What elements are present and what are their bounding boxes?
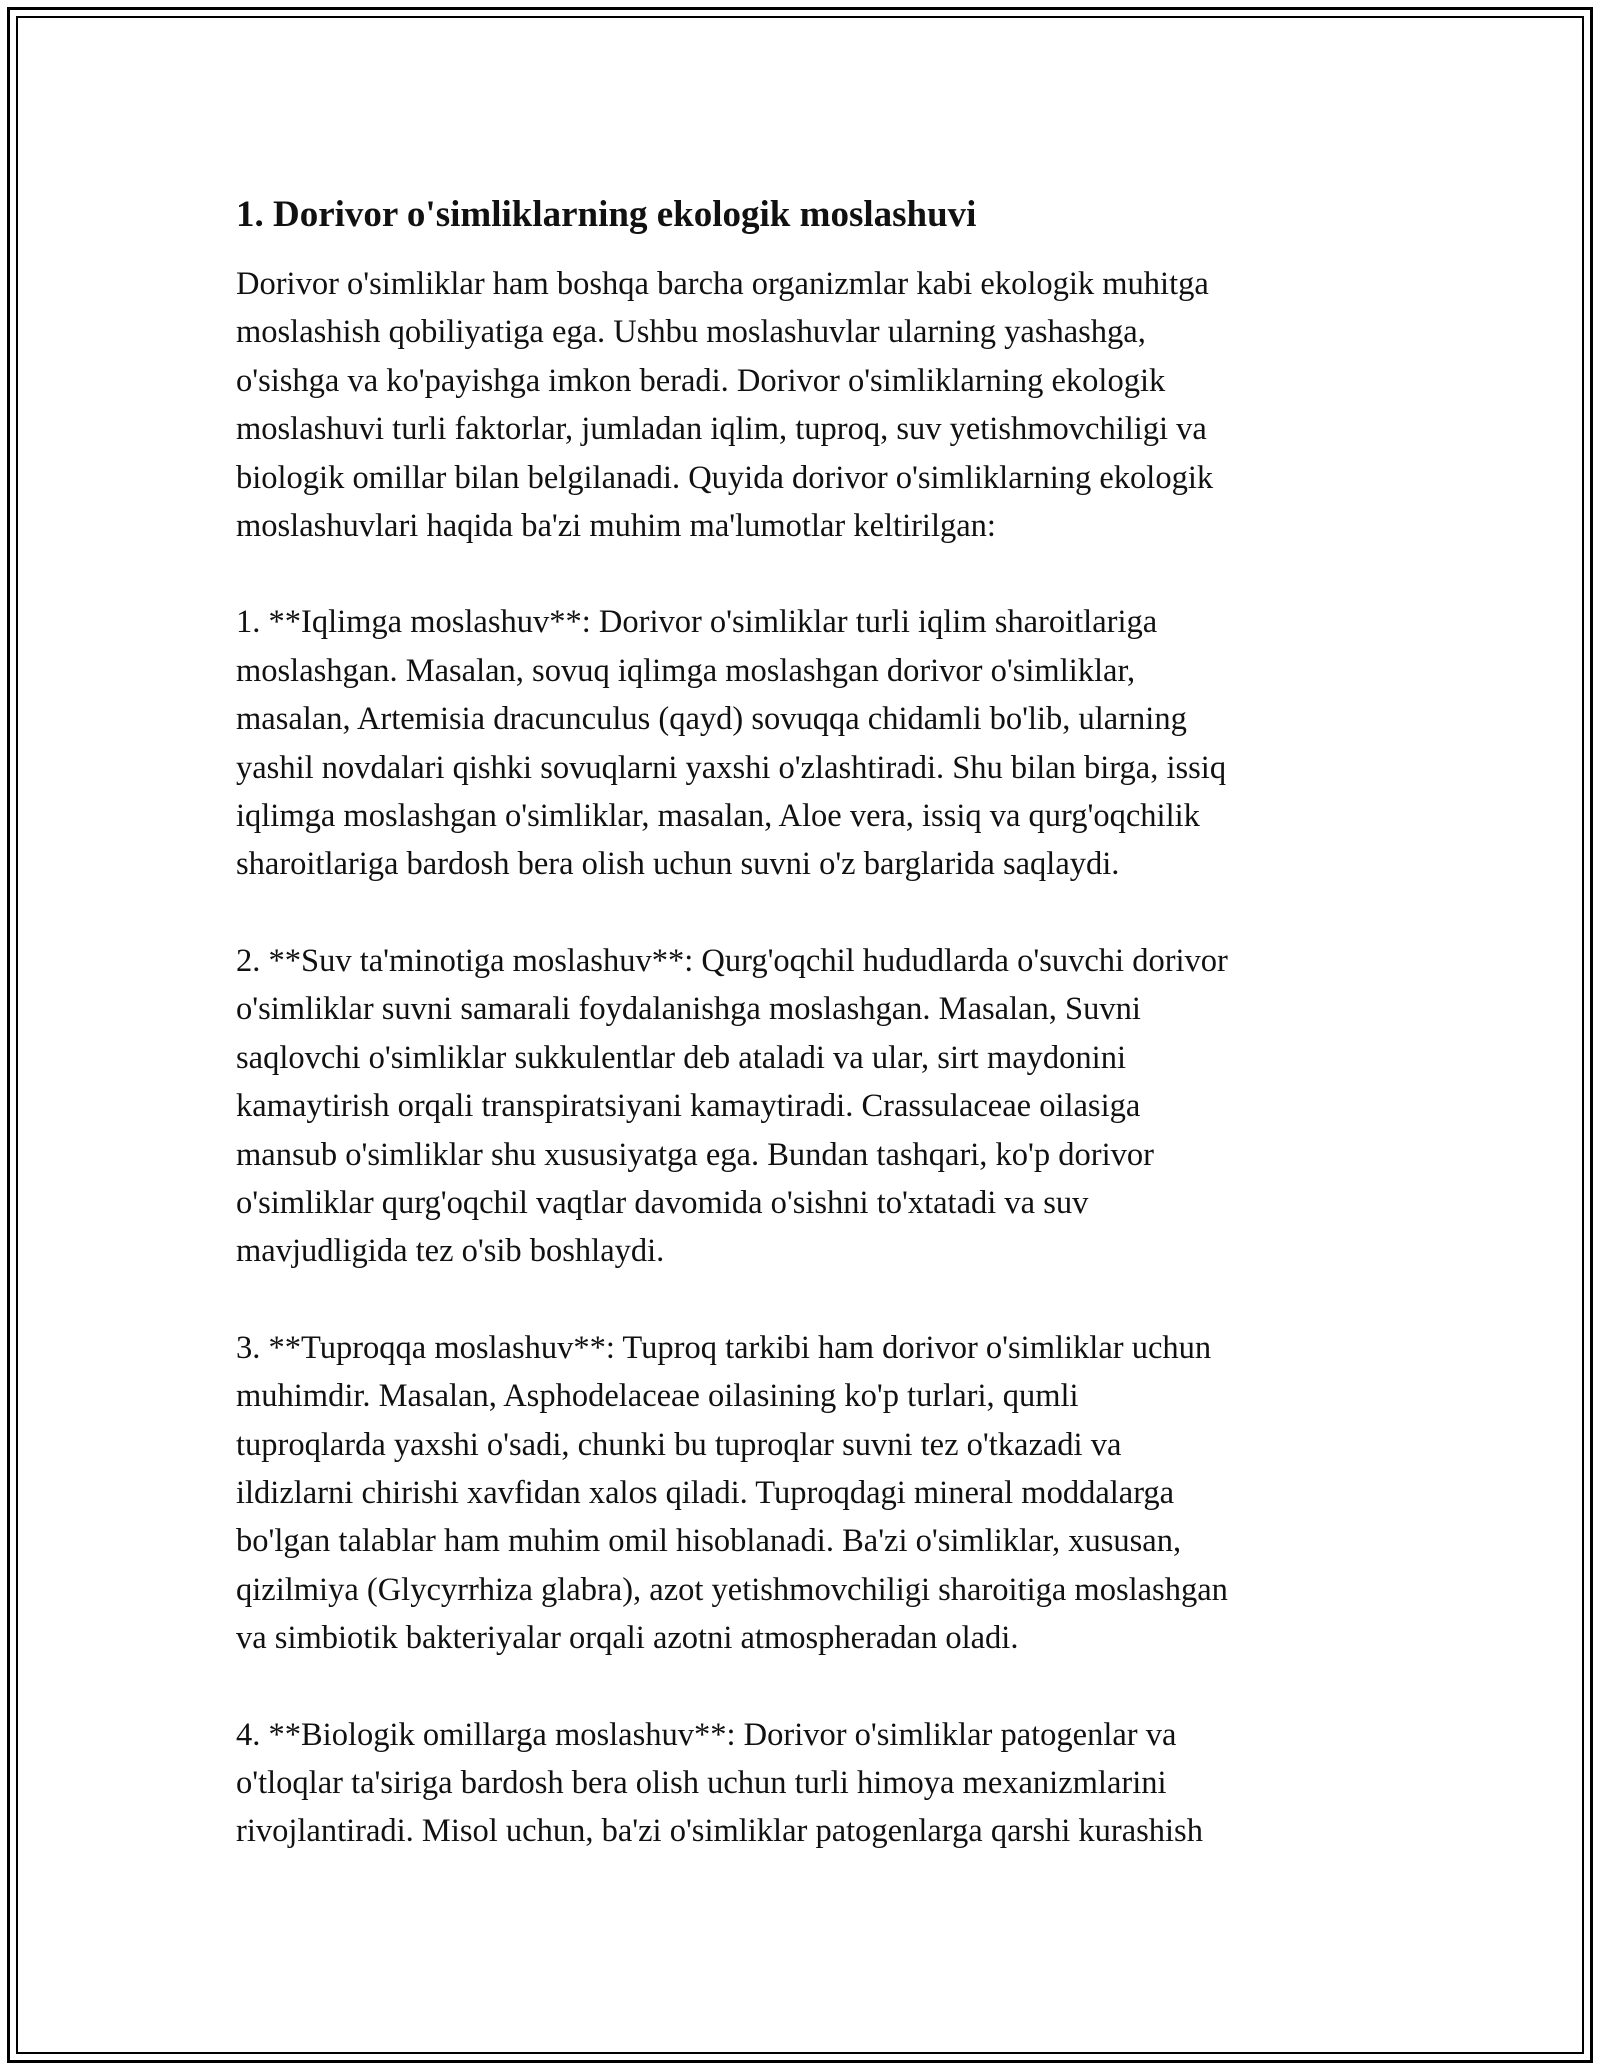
water-adaptation-paragraph: 2. **Suv ta'minotiga moslashuv**: Qurg'oqchil hududlarda o'suvchi dorivor o'simliklar suvni samarali foydalanishga moslashgan. Masalan, Suvni saqlovchi o'simliklar sukkulentlar deb ataladi va ular, sirt maydonini kamaytirish orqali transpiratsiyani kamaytiradi. Crassulaceae oilasiga mansub o'simliklar shu xususiyatga ega. Bundan tashqari, ko'p dorivor o'simliklar qurg'oqchil vaqtlar davomida o'sishni to'xtatadi va suv mavjudligida tez o'sib boshlaydi.: [236, 942, 1228, 1270]
biological-adaptation-paragraph: 4. **Biologik omillarga moslashuv**: Dorivor o'simliklar patogenlar va o'tloqlar ta'siriga bardosh bera olish uchun turli himoya mexanizmlarini rivojlantiradi. Misol uchun, ba'zi o'simliklar patogenlarga qarshi kurashish: [236, 1716, 1203, 1850]
section-heading: 1. Dorivor o'simliklarning ekologik moslashuvi: [236, 194, 977, 235]
document-body: [236, 190, 1356, 1856]
intro-paragraph: Dorivor o'simliklar ham boshqa barcha organizmlar kabi ekologik muhitga moslashish qobiliyatiga ega. Ushbu moslashuvlar ularning yashashga, o'sishga va ko'payishga imkon beradi. Dorivor o'simliklarning ekologik moslashuvi turli faktorlar, jumladan iqlim, tuproq, suv yetishmovchiligi va biologik omillar bilan belgilanadi. Quyida dorivor o'simliklarning ekologik moslashuvlari haqida ba'zi muhim ma'lumotlar keltirilgan:: [236, 266, 1214, 545]
soil-adaptation-paragraph: 3. **Tuproqqa moslashuv**: Tuproq tarkibi ham dorivor o'simliklar uchun muhimdir. Masalan, Asphodelaceae oilasining ko'p turlari, qumli tuproqlarda yaxshi o'sadi, chunki bu tuproqlar suvni tez o'tkazadi va ildizlarni chirishi xavfidan xalos qiladi. Tuproqdagi mineral moddalarga bo'lgan talablar ham muhim omil hisoblanadi. Ba'zi o'simliklar, xususan, qizilmiya (Glycyrrhiza glabra), azot yetishmovchiligi sharoitiga moslashgan va simbiotik bakteriyalar orqali azotni atmospheradan oladi.: [236, 1329, 1228, 1657]
climate-adaptation-paragraph: 1. **Iqlimga moslashuv**: Dorivor o'simliklar turli iqlim sharoitlariga moslashgan. Masalan, sovuq iqlimga moslashgan dorivor o'simliklar, masalan, Artemisia dracunculus (qayd) sovuqqa chidamli bo'lib, ularning yashil novdalari qishki sovuqlarni yaxshi o'zlashtiradi. Shu bilan birga, issiq iqlimga moslashgan o'simliklar, masalan, Aloe vera, issiq va qurg'oqchilik sharoitlariga bardosh bera olish uchun suvni o'z barglarida saqlaydi.: [236, 604, 1227, 883]
